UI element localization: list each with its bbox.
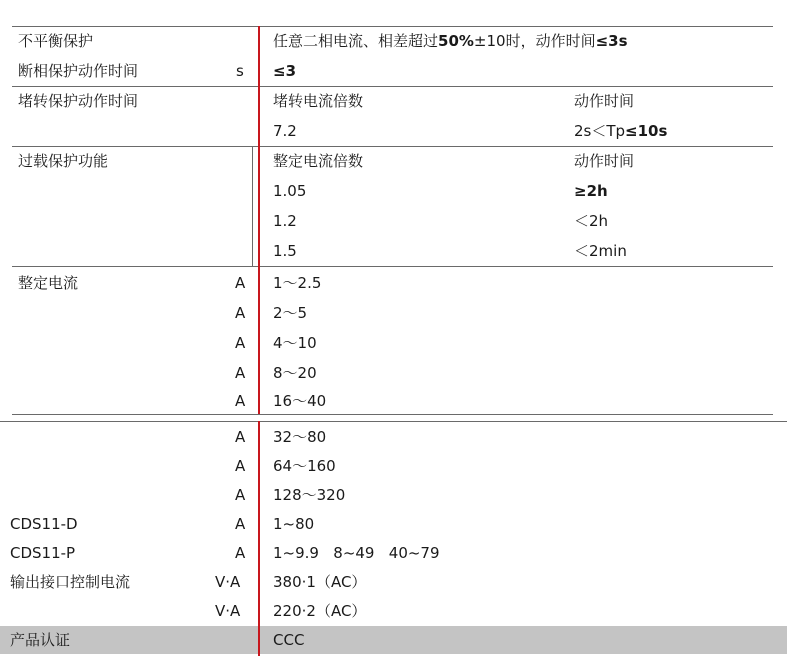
lower-unit: A xyxy=(235,515,246,533)
lower-unit: A xyxy=(235,457,246,475)
label-setting: 整定电流 xyxy=(18,274,79,292)
row-setting-2 xyxy=(0,298,787,328)
lower-value: 1~80 xyxy=(273,515,315,533)
setting-range: 2～5 xyxy=(273,304,308,322)
rule-after-overload xyxy=(12,266,773,267)
overload-multiple: 1.5 xyxy=(273,242,297,260)
label-unbalance: 不平衡保护 xyxy=(18,32,94,50)
stall-col-multiple: 堵转电流倍数 xyxy=(273,92,364,110)
row-lower-5 xyxy=(0,538,787,568)
overload-col-multiple: 整定电流倍数 xyxy=(273,152,364,170)
cert-value: CCC xyxy=(273,631,305,649)
row-lower-6 xyxy=(0,567,787,597)
lower-value: 220·2（AC） xyxy=(273,602,367,620)
row-phase-loss xyxy=(0,56,787,86)
lower-unit: V·A xyxy=(215,602,241,620)
lower-label: CDS11-P xyxy=(10,544,76,562)
overload-time: ＜2h xyxy=(574,212,609,230)
overload-time: ＜2min xyxy=(574,242,627,260)
value-phase-loss: ≤3 xyxy=(273,62,297,80)
row-lower-7 xyxy=(0,596,787,626)
row-setting-5 xyxy=(0,386,787,416)
lower-label: 输出接口控制电流 xyxy=(10,573,131,591)
overload-col-time: 动作时间 xyxy=(574,152,635,170)
overload-multiple: 1.05 xyxy=(273,182,307,200)
unit-setting: A xyxy=(235,304,246,322)
row-overload-3 xyxy=(0,236,787,266)
label-phase-loss: 断相保护动作时间 xyxy=(18,62,139,80)
setting-range: 8～20 xyxy=(273,364,317,382)
row-lower-1 xyxy=(0,422,787,452)
row-setting-3 xyxy=(0,328,787,358)
unit-setting: A xyxy=(235,364,246,382)
lower-unit: A xyxy=(235,486,246,504)
lower-value: 1~9.9 8~49 40~79 xyxy=(273,544,440,562)
stall-time-b: ≤10s xyxy=(625,122,668,140)
stall-time-a: 2s＜Tp xyxy=(574,122,626,140)
row-overload-1 xyxy=(0,176,787,206)
unbalance-time: ≤3s xyxy=(595,32,628,50)
unit-setting: A xyxy=(235,274,246,292)
cert-label: 产品认证 xyxy=(10,631,71,649)
lower-unit: A xyxy=(235,428,246,446)
row-lower-4 xyxy=(0,509,787,539)
stall-col-time: 动作时间 xyxy=(574,92,635,110)
lower-value: 380·1（AC） xyxy=(273,573,367,591)
unit-setting: A xyxy=(235,334,246,352)
stall-multiple: 7.2 xyxy=(273,122,297,140)
label-overload: 过载保护功能 xyxy=(18,152,109,170)
overload-time: ≥2h xyxy=(574,182,608,200)
setting-range: 16～40 xyxy=(273,392,327,410)
setting-range: 1～2.5 xyxy=(273,274,322,292)
row-overload-2 xyxy=(0,206,787,236)
stall-time xyxy=(574,116,667,146)
lower-label: CDS11-D xyxy=(10,515,78,533)
row-setting-1 xyxy=(0,268,787,298)
row-stall-value xyxy=(0,116,787,146)
setting-range: 4～10 xyxy=(273,334,317,352)
row-unbalance xyxy=(0,26,787,56)
row-lower-3 xyxy=(0,480,787,510)
lower-value: 32～80 xyxy=(273,428,327,446)
unbalance-text-a: 任意二相电流、相差超过 xyxy=(273,32,439,50)
value-unbalance xyxy=(273,26,628,56)
row-stall-header xyxy=(0,86,787,116)
unbalance-pct: 50% xyxy=(438,32,474,50)
unit-phase-loss: s xyxy=(236,62,244,80)
lower-unit: A xyxy=(235,544,246,562)
lower-value: 128～320 xyxy=(273,486,346,504)
row-overload-header xyxy=(0,146,787,176)
lower-unit: V·A xyxy=(215,573,241,591)
lower-value: 64～160 xyxy=(273,457,336,475)
overload-multiple: 1.2 xyxy=(273,212,297,230)
unit-setting: A xyxy=(235,392,246,410)
unbalance-text-b: ±10时，动作时间 xyxy=(473,32,596,50)
row-cert xyxy=(0,625,787,655)
row-setting-4 xyxy=(0,358,787,388)
row-lower-2 xyxy=(0,451,787,481)
label-stall: 堵转保护动作时间 xyxy=(18,92,139,110)
